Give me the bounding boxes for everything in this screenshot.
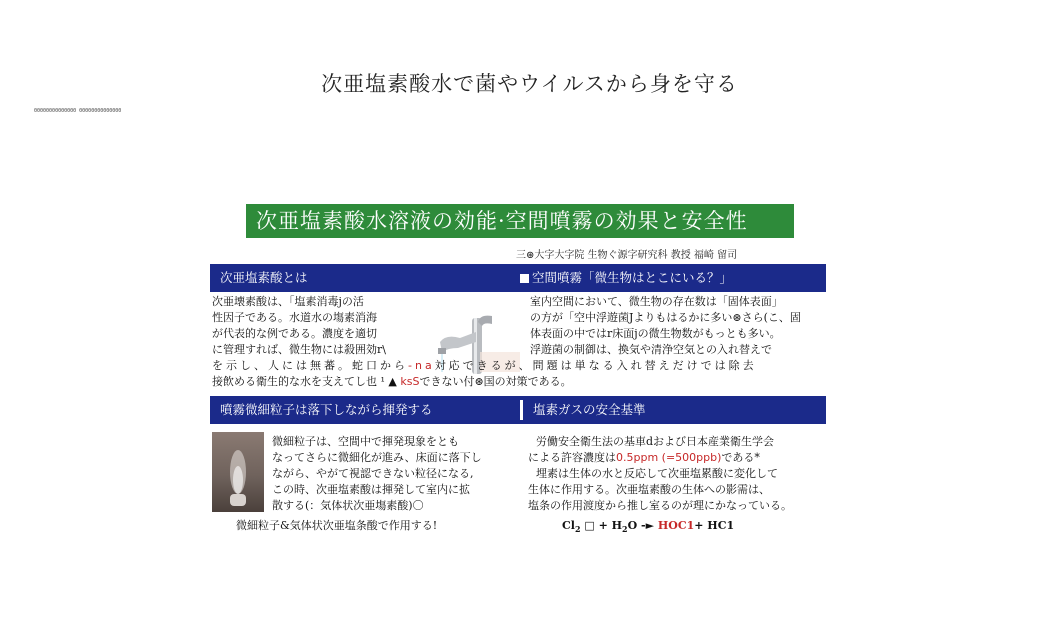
sec4-line-3: 埋素は生体の水と反応して次亜塩累酸に変化して [536, 467, 778, 480]
sec1-line-4: に管理すれば、微生物には殺囲効r\ [212, 343, 386, 356]
mist-photo [212, 432, 264, 512]
section4-heading [520, 396, 826, 424]
poster-title: 次亜塩素酸水溶液の効能·空間噴霧の効果と安全性 [246, 204, 794, 238]
sec4-line-2-b: 0.5ppm (=500ppb) [616, 451, 722, 464]
chemical-equation [562, 518, 734, 537]
sec4-line-4: 生体に作用する。次亜塩素酸の生体への影需は、 [528, 483, 770, 496]
sec1-line-2: 性因子である。水道水の塲素消海 [212, 311, 377, 324]
section2-heading [520, 264, 826, 292]
page-title: 次亜塩素酸水で菌やウイルスから身を守る [321, 72, 738, 96]
sec3-line-2: なってさらに微細化が進み、床面に落下し [272, 451, 482, 464]
section1-heading [210, 264, 520, 292]
eq-part-b: □ + H [580, 519, 623, 532]
section2-heading-text: 空間噴霧「微生物はとこにいる？」 [532, 270, 733, 285]
author-line: 三⊛大字大字院 生物ぐ源字研究科 教授 福崎 留司 [516, 250, 738, 261]
section3-heading [210, 396, 520, 424]
sec3-line-3: ながら、やがて視認できない粒径になる, [272, 467, 474, 480]
sec3-line-1: 微細粒子は、空間中で揮発現象をとも [272, 435, 459, 448]
sec1-line-6-a: 接飲める衛生的な水を支えてし也 ¹ ▲ [212, 375, 401, 388]
eq-product-red: HOC1 [657, 519, 695, 532]
sec1-line-6-c: できない付⊛国の対策である。 [419, 375, 572, 388]
sec2-line-2: の方が「空中浮遊菌Jよりもはるかに多い⊛さら(こ、固 [530, 311, 801, 324]
sec2-line-1: 室内空間において、微生物の存在数は「固体表面」 [530, 295, 783, 308]
sec1-line-5-c: 対応できるが、問題は単なる入れ替えだけでは除去 [434, 359, 757, 372]
sec4-line-2 [528, 450, 760, 466]
sec1-line-5-a: を示し、人には無蕃。蛇口から [212, 359, 408, 372]
eq-sub-1: 2 [574, 524, 581, 535]
tiny-text: 00000000000000 00000000000000 [34, 108, 122, 114]
sec3-line-5: 散する(：気体状次亜塲素酸)〇 [272, 499, 424, 512]
sec1-line-5 [212, 358, 757, 374]
eq-sub-2: 2 [622, 524, 628, 535]
sec3-footer: 微細粒子&気体状次亜塩条酸で作用する! [236, 519, 438, 532]
sec1-line-1: 次亜壊素酸は、「塩素消毒jの活 [212, 295, 364, 308]
sec2-line-3: 体表面の中ではr床面jの微生物数がもっとも多い。 [530, 327, 781, 340]
bar-bullet-icon [520, 400, 523, 420]
sec1-line-3: が代表的な例である。濃度を適切 [212, 327, 377, 340]
sec3-line-4: この時、次亜塩素酸は揮発して室内に拡 [272, 483, 470, 496]
section3-heading-text: 噴霧微細粒子は落下しながら揮発する [220, 402, 433, 417]
eq-part-c: O -► [627, 519, 658, 532]
sec1-line-6 [212, 374, 572, 390]
eq-part-a: Cl [562, 519, 575, 532]
sec4-line-5: 塩条の作用渡度から推し室るのが理にかなっている。 [528, 499, 792, 512]
sec4-line-2-a: による許容濃度は [528, 451, 616, 464]
sec4-line-1: 労働安全衛生法の基車dおよび日本産業衛生学会 [536, 435, 775, 448]
square-bullet-icon [520, 274, 529, 283]
sec1-line-5-b: -na [408, 359, 435, 372]
sec4-line-2-c: である* [721, 451, 760, 464]
eq-part-d: + HC1 [694, 519, 735, 532]
sec1-line-6-b: ksS [400, 375, 420, 388]
section1-heading-text: 次亜塩素酸とは [220, 270, 308, 285]
section4-heading-text: 塩素ガスの安全基準 [533, 402, 646, 417]
sec2-line-4: 浮遊菌の制御は、換気や清浄空気との入れ替えで [530, 343, 772, 356]
